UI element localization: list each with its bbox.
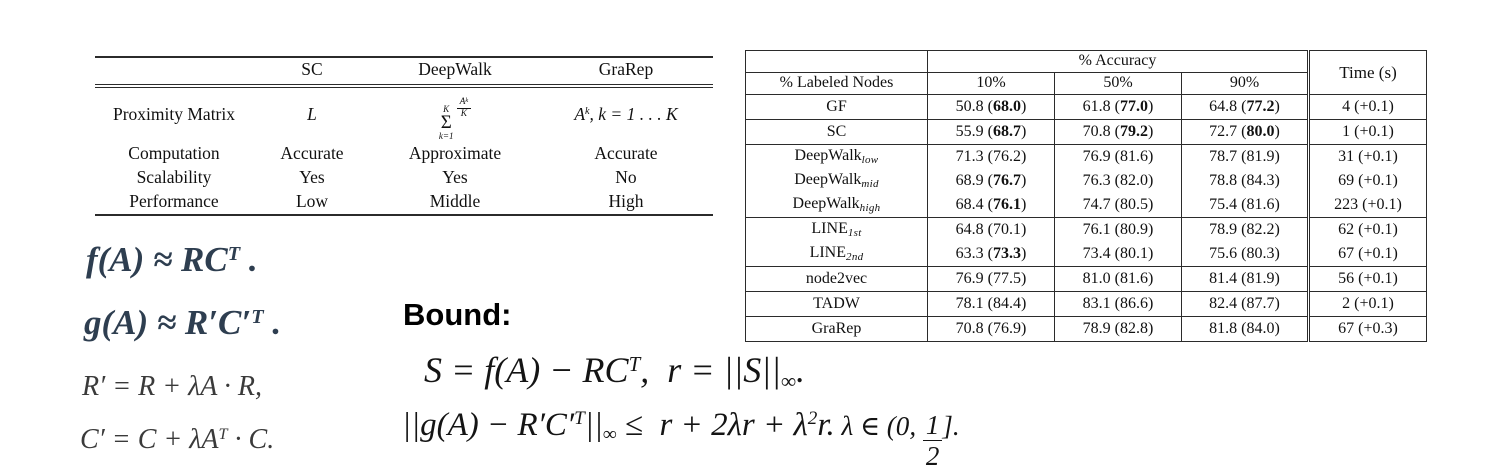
table-row bbox=[95, 166, 713, 190]
method-cell: LINE2nd bbox=[809, 243, 864, 263]
time-cell: 1 (+0.1) bbox=[1309, 120, 1427, 145]
table-row bbox=[746, 145, 1427, 170]
time-cell: 56 (+0.1) bbox=[1309, 267, 1427, 292]
formula-r-update: R′ = R + λA · R, bbox=[82, 371, 262, 402]
method-cell: DeepWalklow bbox=[794, 146, 879, 166]
method-cell: node2vec bbox=[805, 269, 868, 287]
accuracy-cell: 70.8 (79.2) bbox=[1055, 120, 1182, 145]
results-header-row-1 bbox=[746, 51, 1427, 73]
cell: Yes bbox=[442, 166, 468, 187]
method-cell: GF bbox=[826, 97, 847, 115]
accuracy-cell: 81.4 (81.9) bbox=[1182, 267, 1309, 292]
table-row bbox=[746, 292, 1427, 317]
method-cell: TADW bbox=[813, 294, 860, 312]
accuracy-cell: 76.9 (77.5) bbox=[928, 267, 1055, 292]
results-group bbox=[746, 120, 1427, 145]
row-label: Scalability bbox=[136, 166, 212, 187]
cell: Approximate bbox=[408, 143, 502, 164]
accuracy-cell: 78.9 (82.8) bbox=[1055, 317, 1182, 342]
accuracy-cell: 50.8 (68.0) bbox=[928, 95, 1055, 120]
accuracy-cell: 75.6 (80.3) bbox=[1182, 242, 1309, 267]
cell: Accurate bbox=[594, 143, 658, 164]
accuracy-cell: 78.9 (82.2) bbox=[1182, 218, 1309, 243]
time-cell: 4 (+0.1) bbox=[1309, 95, 1427, 120]
accuracy-cell: 61.8 (77.0) bbox=[1055, 95, 1182, 120]
formula-c-update: $C' = C + \lambda A^T \cdot C$. bbox=[80, 424, 275, 455]
comparison-header-row bbox=[95, 57, 713, 86]
empty-header-cell bbox=[95, 57, 253, 86]
accuracy-cell: 70.8 (76.9) bbox=[928, 317, 1055, 342]
method-cell: DeepWalkmid bbox=[794, 170, 879, 190]
accuracy-cell: 64.8 (70.1) bbox=[928, 218, 1055, 243]
time-cell: 31 (+0.1) bbox=[1309, 145, 1427, 170]
row-label: Computation bbox=[128, 143, 220, 164]
results-group bbox=[746, 267, 1427, 292]
time-cell: 69 (+0.1) bbox=[1309, 169, 1427, 193]
accuracy-header: % Accuracy bbox=[928, 51, 1309, 73]
method-cell: SC bbox=[826, 122, 847, 140]
time-cell: 2 (+0.1) bbox=[1309, 292, 1427, 317]
time-cell: 223 (+0.1) bbox=[1309, 193, 1427, 218]
cell: Low bbox=[295, 190, 329, 211]
percent-col-10: 10% bbox=[928, 73, 1055, 95]
method-cell: LINE1st bbox=[811, 219, 862, 239]
table-row bbox=[746, 267, 1427, 292]
table-row bbox=[746, 95, 1427, 120]
accuracy-cell: 74.7 (80.5) bbox=[1055, 193, 1182, 218]
percent-col-90: 90% bbox=[1182, 73, 1309, 95]
method-cell: DeepWalkhigh bbox=[792, 194, 881, 214]
proximity-deepwalk-formula: K Σ k=1 $\frac{A^k}{K}$ bbox=[371, 86, 539, 142]
accuracy-cell: 81.8 (84.0) bbox=[1182, 317, 1309, 342]
proximity-sc-formula: L bbox=[307, 104, 317, 124]
accuracy-cell: 82.4 (87.7) bbox=[1182, 292, 1309, 317]
cell: Yes bbox=[299, 166, 325, 187]
time-cell: 62 (+0.1) bbox=[1309, 218, 1427, 243]
formula-bound-inequality: $||g(A) - R'C'^T||\infty \le r + 2\lambda r + \lambda^2r$. λ ∈ (0, $\frac{1}{2}$ ]. bbox=[402, 407, 960, 471]
formula-f-approximation: $f(A) \approx RC^T$ . bbox=[86, 240, 258, 279]
row-label: Performance bbox=[129, 190, 219, 211]
proximity-grarep-formula: $A^k$, k = 1 . . . K bbox=[574, 104, 678, 124]
accuracy-cell: 83.1 (86.6) bbox=[1055, 292, 1182, 317]
col-header-deepwalk: DeepWalk bbox=[371, 57, 539, 86]
cell: No bbox=[615, 166, 637, 187]
table-row bbox=[95, 190, 713, 215]
table-row bbox=[746, 120, 1427, 145]
table-row bbox=[746, 218, 1427, 243]
accuracy-cell: 68.4 (76.1) bbox=[928, 193, 1055, 218]
results-group bbox=[746, 218, 1427, 267]
accuracy-cell: 63.3 (73.3) bbox=[928, 242, 1055, 267]
results-group bbox=[746, 145, 1427, 218]
accuracy-cell: 55.9 (68.7) bbox=[928, 120, 1055, 145]
col-header-grarep: GraRep bbox=[539, 57, 713, 86]
table-row bbox=[746, 193, 1427, 218]
accuracy-cell: 78.7 (81.9) bbox=[1182, 145, 1309, 170]
cell: Accurate bbox=[280, 143, 344, 164]
accuracy-cell: 76.1 (80.9) bbox=[1055, 218, 1182, 243]
accuracy-cell: 78.8 (84.3) bbox=[1182, 169, 1309, 193]
time-cell: 67 (+0.1) bbox=[1309, 242, 1427, 267]
row-label: Proximity Matrix bbox=[112, 104, 235, 124]
accuracy-cell: 64.8 (77.2) bbox=[1182, 95, 1309, 120]
table-row bbox=[95, 86, 713, 142]
results-table bbox=[745, 50, 1427, 342]
comparison-table bbox=[95, 56, 713, 216]
results-group bbox=[746, 292, 1427, 317]
formula-s-residual: $S = f(A) - RC^T$, r = ||S||∞. bbox=[424, 350, 805, 393]
table-row bbox=[746, 242, 1427, 267]
cell: High bbox=[608, 190, 644, 211]
results-group bbox=[746, 95, 1427, 120]
accuracy-cell: 72.7 (80.0) bbox=[1182, 120, 1309, 145]
method-cell: GraRep bbox=[811, 319, 862, 337]
table-row bbox=[95, 142, 713, 166]
accuracy-cell: 71.3 (76.2) bbox=[928, 145, 1055, 170]
accuracy-cell: 76.9 (81.6) bbox=[1055, 145, 1182, 170]
time-cell: 67 (+0.3) bbox=[1309, 317, 1427, 342]
table-row bbox=[746, 169, 1427, 193]
accuracy-cell: 75.4 (81.6) bbox=[1182, 193, 1309, 218]
time-header: Time (s) bbox=[1309, 51, 1427, 95]
accuracy-cell: 68.9 (76.7) bbox=[928, 169, 1055, 193]
empty-header-cell bbox=[746, 51, 928, 73]
col-header-sc: SC bbox=[253, 57, 371, 86]
accuracy-cell: 73.4 (80.1) bbox=[1055, 242, 1182, 267]
accuracy-cell: 76.3 (82.0) bbox=[1055, 169, 1182, 193]
accuracy-cell: 81.0 (81.6) bbox=[1055, 267, 1182, 292]
table-row bbox=[746, 317, 1427, 342]
results-group bbox=[746, 317, 1427, 342]
bound-label: Bound: bbox=[403, 297, 512, 332]
cell: Middle bbox=[429, 190, 481, 211]
formula-g-approximation: $g(A) \approx R'C'^T$ . bbox=[84, 303, 282, 342]
percent-col-50: 50% bbox=[1055, 73, 1182, 95]
labeled-nodes-header: % Labeled Nodes bbox=[779, 74, 894, 92]
accuracy-cell: 78.1 (84.4) bbox=[928, 292, 1055, 317]
